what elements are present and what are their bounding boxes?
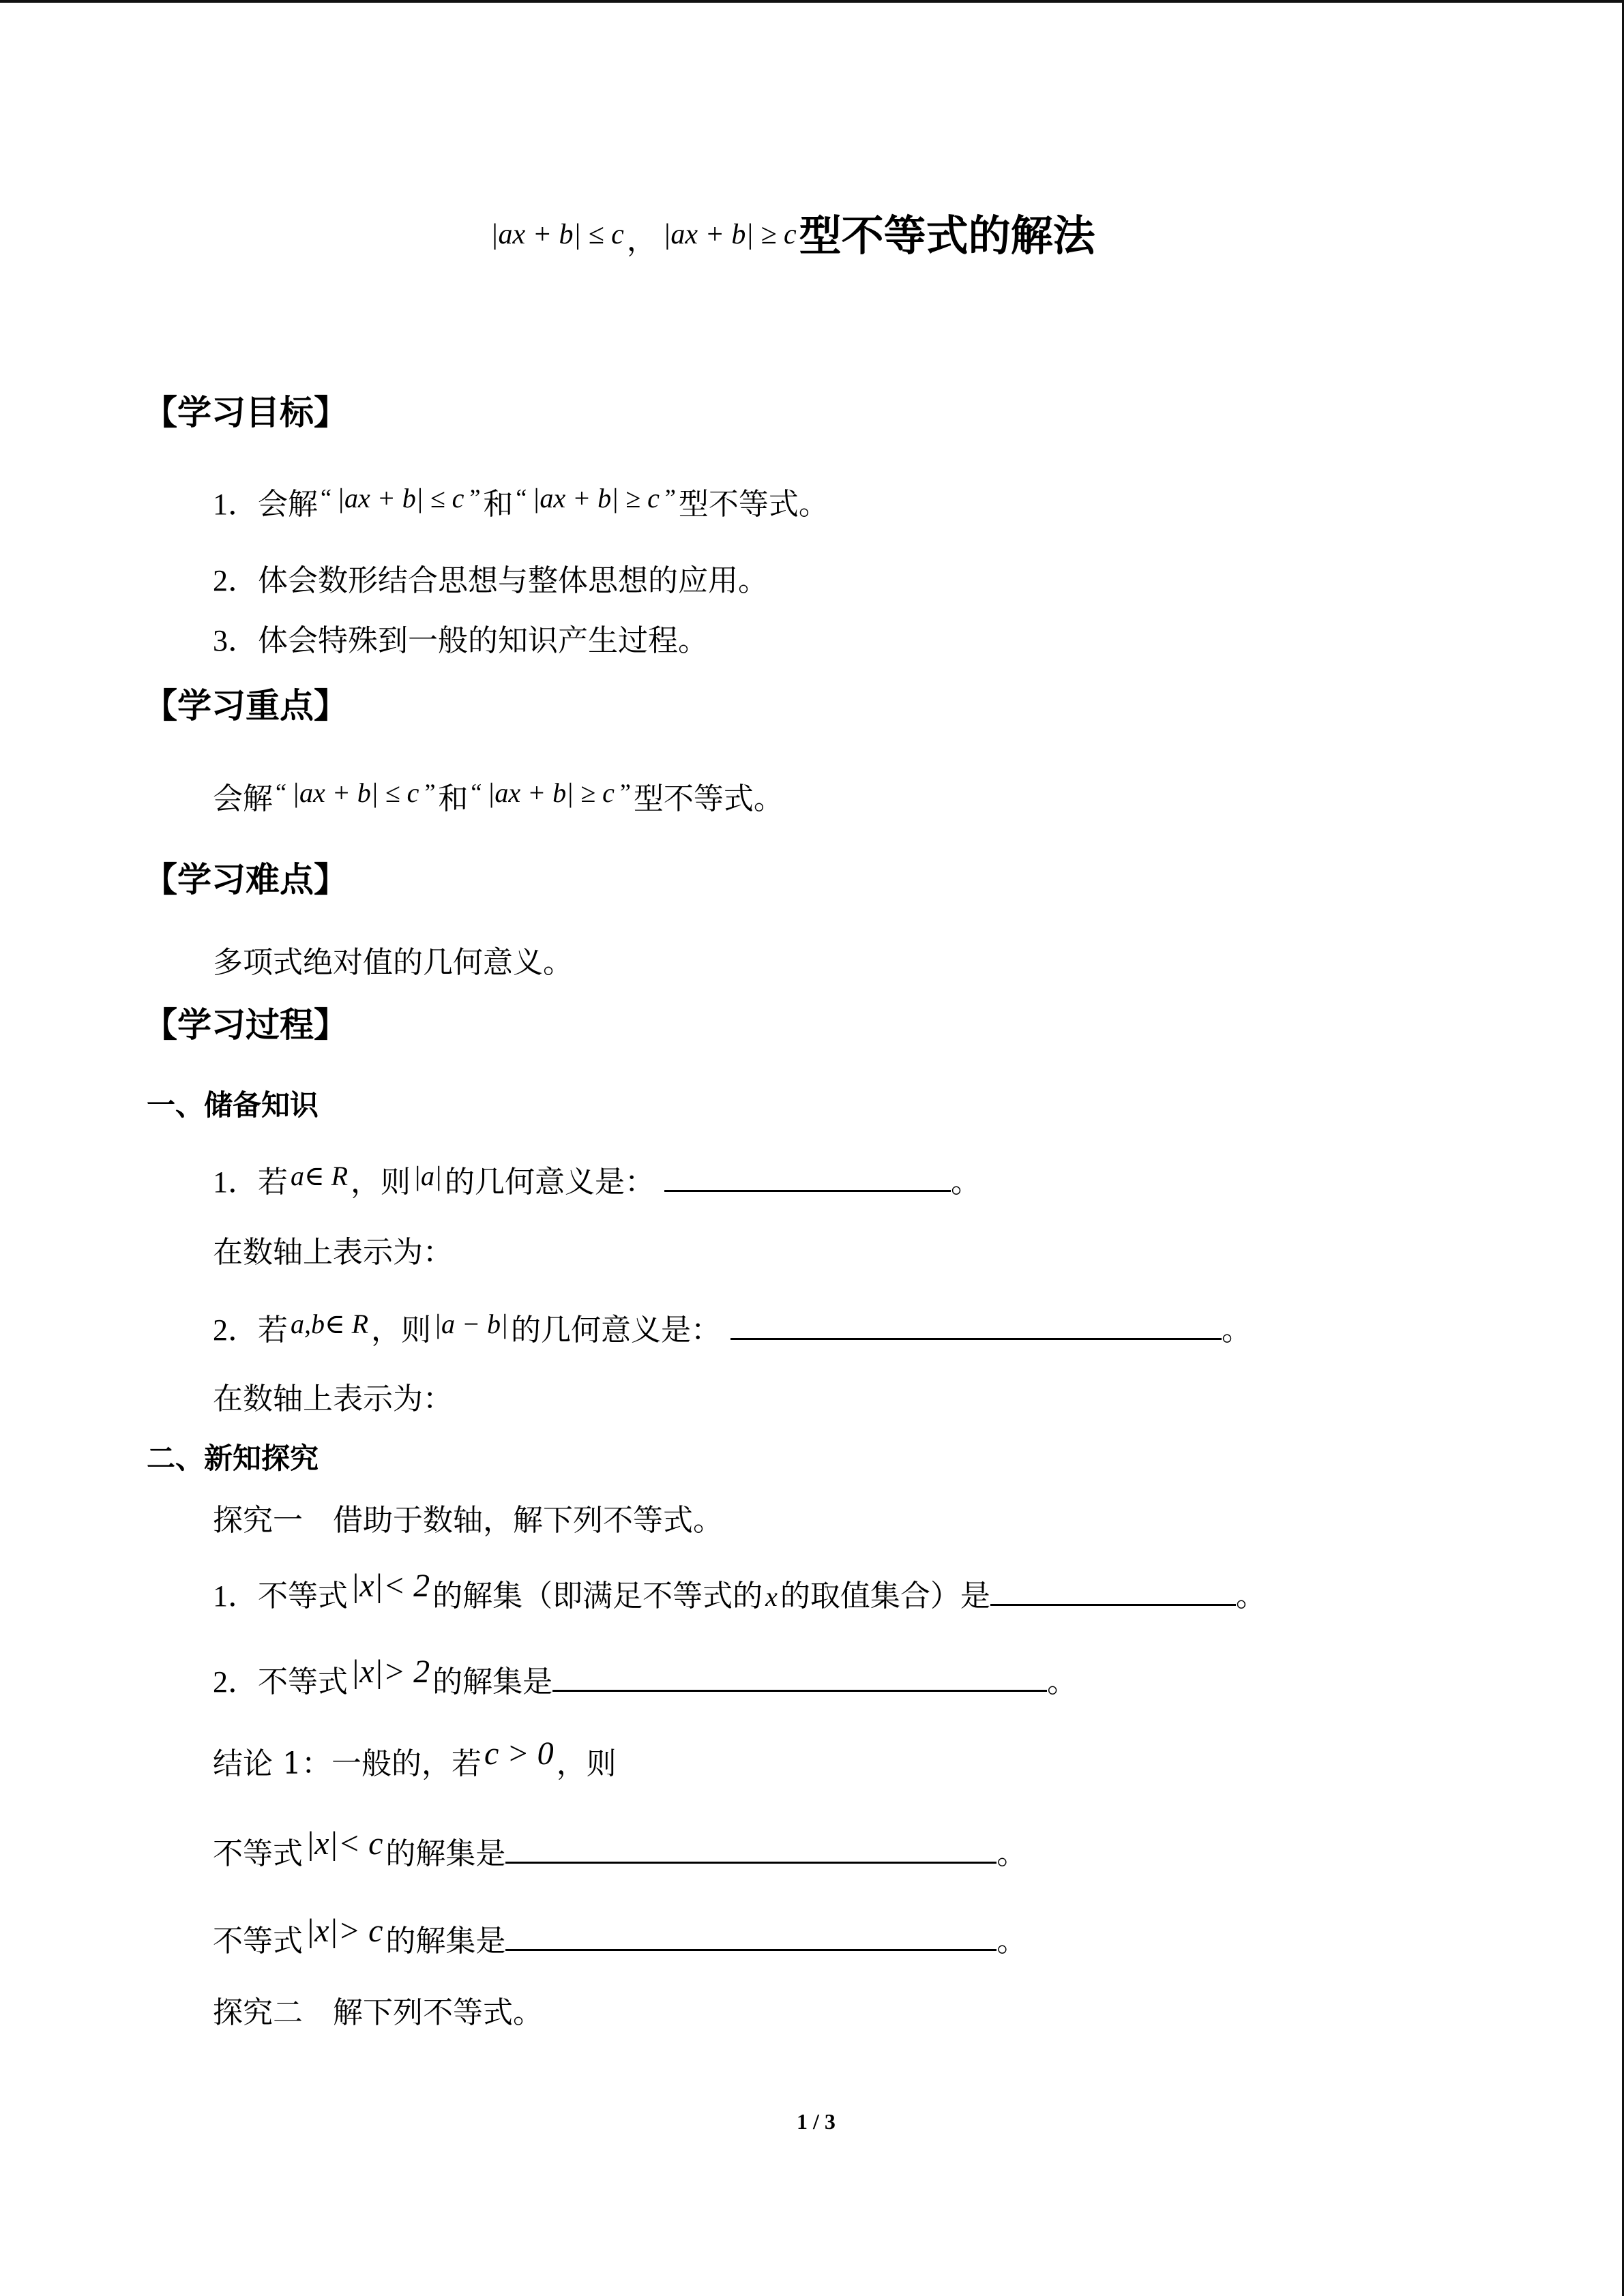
answer-blank[interactable]: [505, 1922, 996, 1951]
q-end: 。: [1047, 1665, 1078, 1699]
q-text-b: 的取值集合）是: [780, 1579, 990, 1613]
process-heading: 【学习过程】: [143, 1005, 348, 1045]
math-abs: |a|: [413, 1161, 443, 1191]
title-text: 型不等式的解法: [799, 211, 1095, 260]
math-expression: |ax + b| ≤ c: [291, 777, 419, 808]
key-middle: 和: [438, 781, 469, 816]
math-inequality: |x|> 2: [351, 1654, 430, 1690]
item-middle: 和: [483, 487, 514, 522]
objective-item-3: [213, 623, 708, 658]
math-expression: |ax + b| ≥ c: [487, 777, 615, 808]
prep-axis-1: 在数轴上表示为：: [213, 1235, 453, 1270]
math-abs: |a − b|: [434, 1309, 509, 1339]
key-prefix: 会解: [213, 781, 273, 816]
q-prefix: 若: [258, 1165, 288, 1199]
explore-text: 借助于数轴，解下列不等式。: [333, 1503, 723, 1538]
open-quote: “: [516, 484, 527, 511]
answer-blank[interactable]: [990, 1577, 1236, 1606]
open-quote: “: [321, 484, 331, 511]
q-end: 。: [1222, 1313, 1252, 1347]
item-number: 2．: [213, 564, 258, 597]
math-condition: a,b∈ R: [291, 1309, 369, 1339]
math-var: x: [765, 1581, 778, 1612]
explore1-question-1: [213, 1568, 1266, 1613]
q-end: 。: [951, 1165, 981, 1199]
q-comma: ，则: [351, 1165, 411, 1199]
title-math-2: |ax + b| ≥ c: [662, 219, 797, 250]
explore-text: 解下列不等式。: [333, 1995, 543, 2030]
q-number: 1．: [213, 1165, 258, 1199]
title-math-1: |ax + b| ≤ c: [490, 219, 624, 250]
objective-item-2: [213, 563, 768, 598]
math-inequality: |x|< 2: [351, 1568, 430, 1604]
explore2-intro: [213, 1995, 543, 2030]
conclusion-1: [213, 1735, 617, 1781]
math-inequality: |x|< c: [306, 1825, 383, 1862]
c-end: 。: [996, 1924, 1027, 1958]
explore1-question-2: [213, 1654, 1078, 1699]
q-number: 2．: [213, 1313, 258, 1347]
q-prefix: 若: [258, 1313, 288, 1347]
item-text: 体会数形结合思想与整体思想的应用。: [258, 563, 768, 598]
q-comma: ，则: [371, 1313, 432, 1347]
answer-blank[interactable]: [730, 1311, 1222, 1340]
q-number: 2．: [213, 1665, 258, 1699]
close-quote: ”: [469, 484, 481, 511]
prep-question-1: [213, 1163, 981, 1197]
item-prefix: 会解: [258, 487, 318, 522]
objectives-heading: 【学习目标】: [143, 393, 348, 432]
page-number: 1 / 3: [797, 2109, 836, 2134]
conclusion-prefix: 结论 1：一般的，若: [213, 1746, 482, 1781]
c-text: 的解集是: [385, 1924, 506, 1958]
q-number: 1．: [213, 1579, 258, 1613]
math-inequality: |x|> c: [306, 1913, 383, 1949]
q-text-a: 的解集（即满足不等式的: [432, 1579, 763, 1613]
q-end: 。: [1235, 1579, 1266, 1613]
c-text: 的解集是: [385, 1836, 506, 1871]
key-points-heading: 【学习重点】: [143, 686, 348, 726]
conclusion-greater-than: [213, 1913, 1027, 1958]
difficulties-heading: 【学习难点】: [143, 860, 348, 899]
close-quote: ”: [424, 779, 436, 806]
answer-blank[interactable]: [552, 1663, 1047, 1692]
key-suffix: 型不等式。: [633, 781, 784, 816]
q-prefix: 不等式: [258, 1665, 348, 1699]
explore1-intro: [213, 1503, 723, 1538]
q-prefix: 不等式: [258, 1579, 348, 1613]
q-text: 的解集是: [432, 1665, 553, 1699]
q-text: 的几何意义是：: [445, 1165, 655, 1199]
math-expression: |ax + b| ≥ c: [532, 483, 660, 513]
item-suffix: 型不等式。: [678, 487, 829, 522]
math-condition: c > 0: [484, 1735, 554, 1772]
answer-blank[interactable]: [505, 1834, 996, 1864]
item-number: 3．: [213, 624, 258, 657]
open-quote: “: [471, 779, 482, 806]
close-quote: ”: [619, 779, 631, 806]
math-condition: a∈ R: [291, 1161, 349, 1191]
title-separator: ，: [626, 223, 657, 258]
math-expression: |ax + b| ≤ c: [336, 483, 464, 513]
conclusion-suffix: ，则: [556, 1746, 617, 1781]
document-title: [488, 211, 1095, 260]
open-quote: “: [276, 779, 286, 806]
c-prefix: 不等式: [213, 1836, 303, 1871]
explore-label: 探究一: [213, 1503, 303, 1538]
prep-axis-2: 在数轴上表示为：: [213, 1382, 453, 1416]
part1-heading: 一、储备知识: [147, 1088, 319, 1122]
answer-blank[interactable]: [664, 1163, 951, 1192]
close-quote: ”: [664, 484, 676, 511]
difficulties-text: 多项式绝对值的几何意义。: [213, 945, 573, 980]
key-points-text: [213, 777, 784, 816]
q-text: 的几何意义是：: [511, 1313, 722, 1347]
c-end: 。: [996, 1836, 1027, 1871]
conclusion-less-than: [213, 1825, 1027, 1871]
item-number: 1．: [213, 488, 258, 521]
c-prefix: 不等式: [213, 1924, 303, 1958]
item-text: 体会特殊到一般的知识产生过程。: [258, 623, 708, 658]
prep-question-2: [213, 1311, 1252, 1345]
explore-label: 探究二: [213, 1995, 303, 2030]
part2-heading: 二、新知探究: [147, 1442, 319, 1475]
objective-item-1: [213, 483, 829, 522]
